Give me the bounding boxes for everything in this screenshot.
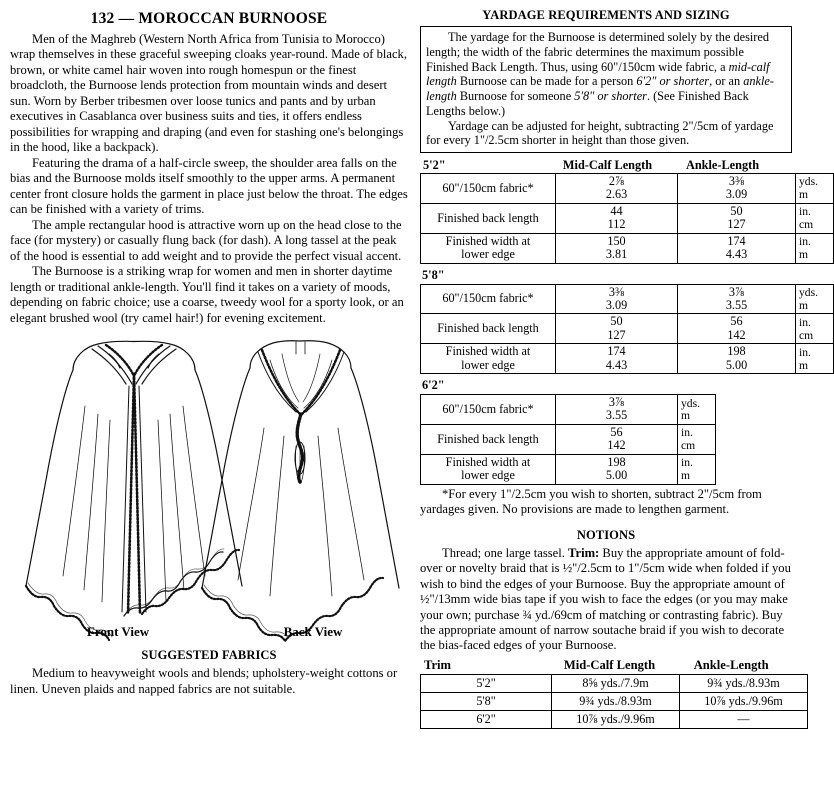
value-metric: 127 <box>727 217 746 232</box>
intro-paragraph-3: The ample rectangular hood is attractive worn up on the head close to the face (for mystery) or casually flung back (for dash). A long tassel at the peak of the hood is essential to add weight and to provide the perfect visual accent. <box>10 217 402 263</box>
table-row <box>421 692 808 710</box>
cell-mid-calf <box>556 395 678 425</box>
yardage-footnote: *For every 1"/2.5cm you wish to shorten, subtract 2"/5cm from yardages given. No provisions are made to lengthen garment. <box>420 486 762 517</box>
cell-mid-calf <box>556 424 678 454</box>
trim-mid-calf: 8⅝ yds./7.9m <box>552 674 680 692</box>
unit-top: yds. <box>681 396 701 410</box>
trim-mid-calf: 10⅞ yds./9.96m <box>552 710 680 728</box>
cell-ankle <box>678 284 796 314</box>
value-metric: 3.09 <box>725 187 748 202</box>
cell-mid-calf <box>556 233 678 263</box>
yardage-intro-box <box>420 26 792 153</box>
value-metric: 112 <box>607 217 626 232</box>
table-row <box>421 314 834 344</box>
table-row <box>421 344 834 374</box>
label-line-1: Finished width at <box>445 454 531 469</box>
left-column <box>10 8 408 789</box>
cell-mid-calf <box>556 203 678 233</box>
value-imperial: 198 <box>607 454 626 469</box>
notions-trim-label: Trim: <box>568 545 600 560</box>
cell-mid-calf <box>556 454 678 484</box>
row-label-lower-width <box>421 454 556 484</box>
value-metric: 3.09 <box>605 297 628 312</box>
table-row <box>421 395 716 425</box>
table-row <box>421 203 834 233</box>
unit-top: in. <box>681 456 693 470</box>
cell-units <box>678 454 716 484</box>
value-metric: 5.00 <box>605 468 628 483</box>
cell-units <box>678 395 716 425</box>
unit-top: in. <box>799 235 811 249</box>
intro-paragraph-2: Featuring the drama of a half-circle sweep, the shoulder area falls on the bias and the Burnoose molds itself smoothly to the upper arms. A permanent center front closure holds the garment in place just below the throat. The edges can be finished with a variety of trims. <box>10 155 408 217</box>
value-metric: 142 <box>727 327 746 342</box>
value-imperial: 3⅜ <box>608 284 625 299</box>
burnoose-line-drawing <box>10 340 408 622</box>
value-imperial: 198 <box>727 344 746 359</box>
value-imperial: 150 <box>607 233 626 248</box>
trim-size: 6'2" <box>421 710 552 728</box>
table-row <box>421 710 808 728</box>
value-metric: 3.81 <box>605 247 628 262</box>
cell-units <box>796 203 834 233</box>
row-label-fabric: 60"/150cm fabric* <box>421 174 556 204</box>
hood-tassel <box>295 414 305 484</box>
right-column <box>420 8 819 789</box>
intro-text-d: Burnoose for someone <box>456 89 575 103</box>
trim-header-mid-calf: Mid-Calf Length <box>563 657 656 672</box>
page-title: 132 — MOROCCAN BURNOOSE <box>90 10 328 27</box>
table-row <box>421 424 716 454</box>
intro-italic-height-1: 6'2" or shorter <box>636 74 710 89</box>
value-metric: 3.55 <box>605 408 628 423</box>
trim-yardage-table <box>420 674 808 729</box>
value-metric: 5.00 <box>725 357 748 372</box>
value-metric: 2.63 <box>605 187 628 202</box>
row-label-fabric: 60"/150cm fabric* <box>421 284 556 314</box>
value-imperial: 2⅞ <box>608 174 625 188</box>
value-imperial: 3⅞ <box>608 395 625 410</box>
unit-bottom: m <box>681 469 691 483</box>
cell-ankle <box>678 314 796 344</box>
intro-text-c: , or an <box>709 74 744 89</box>
yardage-table-5-2 <box>420 173 834 264</box>
intro-text-a: The yardage for the Burnoose is determined solely by the desired length; the width of the fabric determines the maximum possible Finished Back Length. Thus, using 60"/150cm wide fabric, a <box>426 30 769 74</box>
notions-heading: NOTIONS <box>576 527 636 542</box>
front-view-label: Front View <box>86 624 150 640</box>
yardage-intro-paragraph-1 <box>426 30 786 119</box>
suggested-fabrics-heading: SUGGESTED FABRICS <box>141 648 277 663</box>
intro-italic-height-2: 5'8" or shorter <box>574 89 647 103</box>
value-imperial: 50 <box>730 203 743 218</box>
intro-paragraph-4: The Burnoose is a striking wrap for women and men in shorter daytime length or traditional ankle-length. You'll find it takes on a variety of moods, depending on fabric choice; use a coarse, tweedy wool for a sporty look, or an elegant brushed wool (try camel hair!) for evening excitement. <box>10 264 404 325</box>
intro-italic-mid-calf: mid-calf length <box>426 59 770 89</box>
view-label-row <box>10 624 408 640</box>
row-label-lower-width <box>421 344 556 374</box>
value-imperial: 44 <box>610 203 623 218</box>
cell-ankle <box>678 344 796 374</box>
value-imperial: 56 <box>730 314 743 329</box>
trim-ankle: — <box>680 710 808 728</box>
front-braid-trim <box>128 374 140 614</box>
trim-header-ankle: Ankle-Length <box>693 657 769 672</box>
yardage-table-header-1 <box>420 158 792 173</box>
unit-bottom: m <box>681 409 691 423</box>
table-row <box>421 233 834 263</box>
value-metric: 3.55 <box>725 297 748 312</box>
intro-paragraph-1: Men of the Maghreb (Western North Africa from Tunisia to Morocco) wrap themselves in these graceful sweeping cloaks year-round. Made of black, brown, or white camel hair woven into rough homespun or the finest broadcloth, the Burnoose lends protection from mountain winds and desert sun. Worn by Berber tribesmen over loose tunics and pants and by urban executives in Casablanca over business suits and ties, it offers endless possibilities for wrapping and draping (and even for stashing one's belongings in the hood, like a backpack). <box>10 32 408 155</box>
intro-italic-ankle: ankle-length <box>426 74 774 103</box>
yardage-intro-paragraph-2: Yardage can be adjusted for height, subtracting 2"/5cm of yardage for every 1"/2.5cm shorter in height than those given. <box>426 118 774 148</box>
label-line-2: lower edge <box>461 357 515 372</box>
unit-top: in. <box>799 315 811 329</box>
row-label-back-length: Finished back length <box>421 314 556 344</box>
cell-units <box>678 424 716 454</box>
trim-header-label: Trim <box>424 657 452 672</box>
cell-units <box>796 174 834 204</box>
row-label-lower-width <box>421 233 556 263</box>
intro-text-e: . (See Finished Back Lengths below.) <box>426 89 749 118</box>
trim-table-header <box>420 658 792 673</box>
trim-ankle: 9¾ yds./8.93m <box>680 674 808 692</box>
unit-top: in. <box>681 426 693 440</box>
notions-text <box>420 546 792 654</box>
size-label-3: 6'2" <box>422 378 445 393</box>
unit-top: in. <box>799 345 811 359</box>
table-row <box>421 674 808 692</box>
size-label-2: 5'8" <box>422 267 445 282</box>
value-imperial: 174 <box>727 233 746 248</box>
table-row <box>421 174 834 204</box>
label-line-2: lower edge <box>461 247 515 262</box>
label-line-2: lower edge <box>461 468 515 483</box>
cell-ankle <box>678 174 796 204</box>
value-metric: 4.43 <box>605 357 628 372</box>
unit-top: yds. <box>799 285 819 299</box>
unit-bottom: m <box>799 358 809 372</box>
yardage-heading: YARDAGE REQUIREMENTS AND SIZING <box>482 8 730 22</box>
cell-units <box>796 233 834 263</box>
value-imperial: 3⅜ <box>728 174 745 188</box>
value-metric: 127 <box>607 327 626 342</box>
unit-bottom: cm <box>681 439 696 453</box>
label-line-1: Finished width at <box>445 233 531 248</box>
cell-ankle <box>678 233 796 263</box>
cell-mid-calf <box>556 284 678 314</box>
suggested-fabrics-text: Medium to heavyweight wools and blends; upholstery-weight cottons or linen. Uneven plaids and napped fabrics are not suitable. <box>10 666 398 696</box>
row-label-back-length: Finished back length <box>421 424 556 454</box>
yardage-table-5-8 <box>420 284 834 375</box>
cell-mid-calf <box>556 344 678 374</box>
trim-mid-calf: 9¾ yds./8.93m <box>552 692 680 710</box>
value-imperial: 174 <box>607 344 626 359</box>
notions-text-a: Thread; one large tassel. <box>442 545 569 560</box>
unit-bottom: m <box>799 188 809 202</box>
trim-size: 5'8" <box>421 692 552 710</box>
col-header-ankle-1: Ankle-Length <box>685 158 760 172</box>
intro-text-b: Burnoose can be made for a person <box>456 74 637 89</box>
unit-bottom: m <box>799 248 809 262</box>
unit-bottom: cm <box>799 218 814 232</box>
value-imperial: 50 <box>610 314 623 329</box>
unit-bottom: m <box>799 298 809 312</box>
cell-units <box>796 344 834 374</box>
trim-ankle: 10⅞ yds./9.96m <box>680 692 808 710</box>
value-imperial: 3⅞ <box>728 284 745 299</box>
value-imperial: 56 <box>610 424 623 439</box>
row-label-back-length: Finished back length <box>421 203 556 233</box>
unit-top: in. <box>799 205 811 219</box>
table-row <box>421 284 834 314</box>
cell-mid-calf <box>556 314 678 344</box>
trim-size: 5'2" <box>421 674 552 692</box>
unit-bottom: cm <box>799 328 814 342</box>
cell-units <box>796 314 834 344</box>
yardage-table-6-2 <box>420 394 716 485</box>
back-view-label: Back View <box>283 624 343 640</box>
cell-mid-calf <box>556 174 678 204</box>
col-header-mid-calf-1: Mid-Calf Length <box>562 158 653 172</box>
table-row <box>421 454 716 484</box>
value-metric: 4.43 <box>725 247 748 262</box>
notions-text-b: Buy the appropriate amount of fold-over or novelty braid that is ½"/2.5cm to 1"/5cm wide when folded if you wish to bind the edges of your Burnoose. Buy the appropriate amount of ½"/13mm wide bias tape if you wish to face the edges (or you may make your own; purchase ¾ yd./69cm of matching or contrasting fabric). Buy the appropriate amount of narrow soutache braid if you wish to decorate the bias-faced edges of your Burnoose. <box>420 545 791 653</box>
row-label-fabric: 60"/150cm fabric* <box>421 395 556 425</box>
unit-top: yds. <box>799 175 819 189</box>
cell-units <box>796 284 834 314</box>
cell-ankle <box>678 203 796 233</box>
label-line-1: Finished width at <box>445 344 531 359</box>
garment-illustration <box>10 340 408 640</box>
size-label-1: 5'2" <box>423 158 446 172</box>
value-metric: 142 <box>607 438 626 453</box>
